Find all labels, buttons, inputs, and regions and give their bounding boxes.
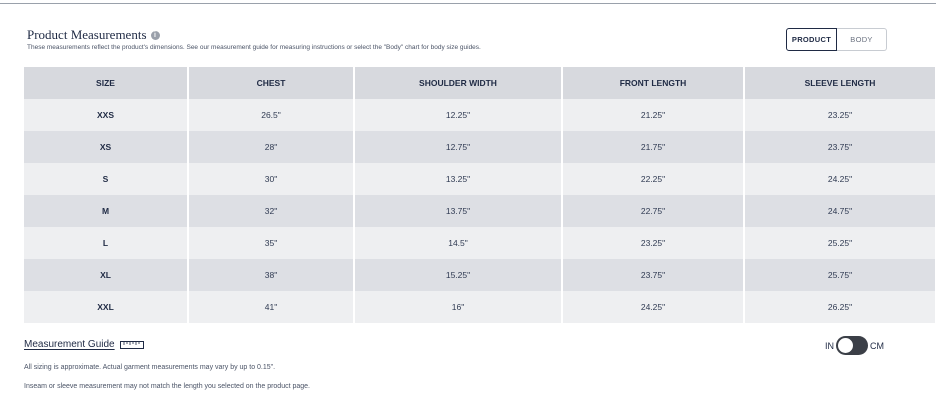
- front-length-cell: 22.75": [562, 195, 744, 227]
- inseam-note: Inseam or sleeve measurement may not match the length you selected on the product page.: [24, 383, 310, 390]
- front-length-cell: 22.25": [562, 163, 744, 195]
- chest-cell: 38": [188, 259, 354, 291]
- sleeve-length-cell: 25.75": [744, 259, 935, 291]
- sleeve-length-cell: 24.75": [744, 195, 935, 227]
- table-header-row: [24, 67, 935, 99]
- size-cell: XS: [24, 131, 188, 163]
- chart-view-toggle: [786, 28, 887, 51]
- page-title-text: Product Measurements: [27, 27, 147, 42]
- chest-cell: 41": [188, 291, 354, 323]
- measurement-guide-label[interactable]: Measurement Guide: [24, 339, 115, 350]
- chest-cell: 30": [188, 163, 354, 195]
- sleeve-length-cell: 26.25": [744, 291, 935, 323]
- front-length-cell: 23.75": [562, 259, 744, 291]
- front-length-cell: 21.75": [562, 131, 744, 163]
- table-row: [24, 131, 935, 163]
- chest-cell: 26.5": [188, 99, 354, 131]
- column-header: SLEEVE LENGTH: [744, 67, 935, 99]
- table-row: [24, 99, 935, 131]
- front-length-cell: 24.25": [562, 291, 744, 323]
- size-cell: XXL: [24, 291, 188, 323]
- body-toggle-button[interactable]: BODY: [837, 28, 887, 51]
- front-length-cell: 23.25": [562, 227, 744, 259]
- chest-cell: 35": [188, 227, 354, 259]
- product-toggle-button[interactable]: PRODUCT: [786, 28, 837, 51]
- unit-in-label: IN: [825, 340, 834, 351]
- shoulder-width-cell: 12.75": [354, 131, 562, 163]
- table-row: [24, 195, 935, 227]
- top-divider: [0, 3, 936, 4]
- shoulder-width-cell: 13.25": [354, 163, 562, 195]
- page-title: [27, 27, 160, 43]
- size-cell: L: [24, 227, 188, 259]
- shoulder-width-cell: 14.5": [354, 227, 562, 259]
- column-header: SHOULDER WIDTH: [354, 67, 562, 99]
- sleeve-length-cell: 23.75": [744, 131, 935, 163]
- sleeve-length-cell: 25.25": [744, 227, 935, 259]
- unit-cm-label: CM: [870, 340, 884, 351]
- unit-switch[interactable]: [836, 336, 868, 355]
- table-row: [24, 259, 935, 291]
- switch-knob: [838, 338, 853, 353]
- sizing-note: All sizing is approximate. Actual garment measurements may vary by up to 0.15".: [24, 364, 276, 371]
- size-chart-table: [24, 67, 935, 323]
- column-header: SIZE: [24, 67, 188, 99]
- size-cell: M: [24, 195, 188, 227]
- table-row: [24, 163, 935, 195]
- unit-toggle: [825, 336, 884, 355]
- table-row: [24, 291, 935, 323]
- shoulder-width-cell: 16": [354, 291, 562, 323]
- sleeve-length-cell: 23.25": [744, 99, 935, 131]
- column-header: FRONT LENGTH: [562, 67, 744, 99]
- size-cell: XXS: [24, 99, 188, 131]
- size-cell: XL: [24, 259, 188, 291]
- shoulder-width-cell: 12.25": [354, 99, 562, 131]
- info-icon[interactable]: i: [151, 31, 160, 40]
- size-cell: S: [24, 163, 188, 195]
- measurement-guide-link[interactable]: [24, 339, 144, 350]
- sleeve-length-cell: 24.25": [744, 163, 935, 195]
- column-header: CHEST: [188, 67, 354, 99]
- chest-cell: 28": [188, 131, 354, 163]
- page-subtitle: These measurements reflect the product's dimensions. See our measurement guide for measuring instructions or select the "Body" chart for body size guides.: [27, 44, 481, 51]
- ruler-icon[interactable]: [120, 341, 144, 349]
- table-row: [24, 227, 935, 259]
- shoulder-width-cell: 13.75": [354, 195, 562, 227]
- shoulder-width-cell: 15.25": [354, 259, 562, 291]
- chest-cell: 32": [188, 195, 354, 227]
- front-length-cell: 21.25": [562, 99, 744, 131]
